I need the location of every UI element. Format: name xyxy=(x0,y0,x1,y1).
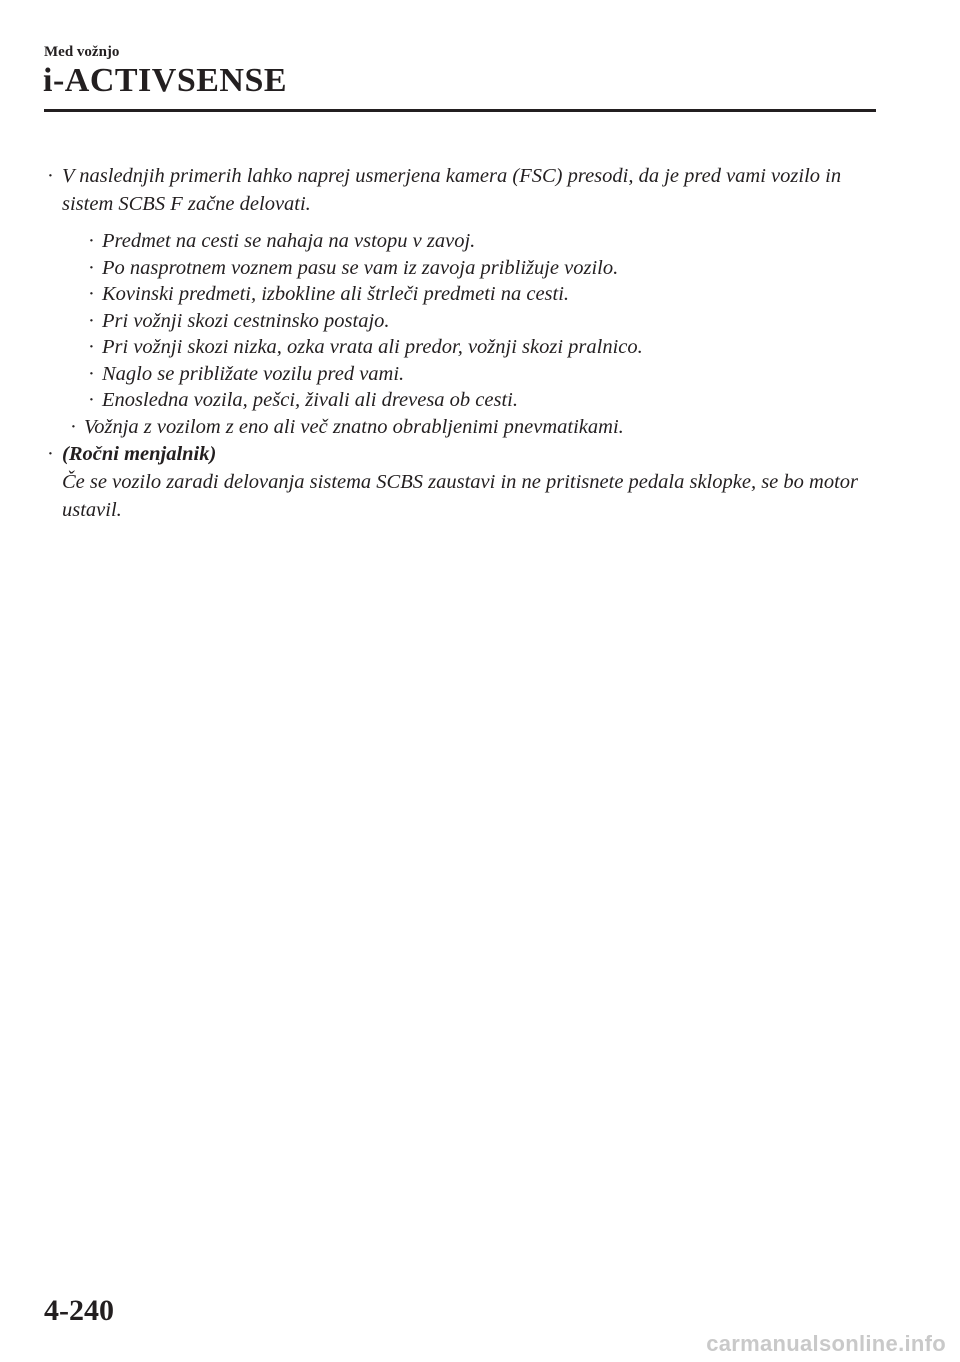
list-item-tires xyxy=(44,414,884,441)
bullet-icon: · xyxy=(88,309,95,332)
bullet-item-manual-transmission xyxy=(44,440,884,524)
list-item xyxy=(62,361,884,388)
list-item-text: Po nasprotnem voznem pasu se vam iz zavoja približuje vozilo. xyxy=(102,256,619,279)
list-item xyxy=(62,334,884,361)
sub-list xyxy=(62,228,884,414)
section-label: Med vožnjo xyxy=(44,44,120,60)
list-item xyxy=(62,228,884,255)
bullet-icon: · xyxy=(47,165,54,187)
bullet-icon: · xyxy=(88,283,95,305)
list-item-text: Pri vožnji skozi cestninsko postajo. xyxy=(102,309,390,332)
item-heading: (Ročni menjalnik) xyxy=(62,443,217,465)
bullet-icon: · xyxy=(47,443,54,465)
page-title: i-ACTIVSENSE xyxy=(43,62,288,99)
list-item xyxy=(62,255,884,282)
list-item-text: Predmet na cesti se nahaja na vstopu v zavoj. xyxy=(102,230,476,252)
title-rule xyxy=(44,109,876,112)
list-item-text: Kovinski predmeti, izbokline ali štrleči predmeti na cesti. xyxy=(102,283,570,305)
item-text: Če se vozilo zaradi delovanja sistema SCBS zaustavi in ne pritisnete pedala sklopke, se bo motor ustavil. xyxy=(62,471,858,521)
bullet-icon: · xyxy=(70,415,77,438)
list-item xyxy=(62,308,884,335)
bullet-item-detection-cases xyxy=(44,162,884,414)
bullet-icon: · xyxy=(88,256,95,279)
content xyxy=(44,162,884,524)
list-item-text: Vožnja z vozilom z eno ali več znatno obrabljenimi pnevmatikami. xyxy=(84,415,624,438)
list-item-text: Enosledna vozila, pešci, živali ali drevesa ob cesti. xyxy=(102,389,518,411)
bullet-icon: · xyxy=(88,389,95,411)
bullet-icon: · xyxy=(88,336,95,358)
page-number: 4-240 xyxy=(44,1294,114,1327)
watermark: carmanualsonline.info xyxy=(706,1331,946,1356)
bullet-icon: · xyxy=(88,230,95,252)
list-item xyxy=(62,387,884,414)
list-item xyxy=(62,281,884,308)
list-item-text: Pri vožnji skozi nizka, ozka vrata ali predor, vožnji skozi pralnico. xyxy=(102,336,643,358)
bullet-icon: · xyxy=(88,362,95,385)
item-text: V naslednjih primerih lahko naprej usmerjena kamera (FSC) presodi, da je pred vami vozilo in sistem SCBS F začne delovati. xyxy=(62,165,842,215)
list-item-text: Naglo se približate vozilu pred vami. xyxy=(102,362,405,385)
